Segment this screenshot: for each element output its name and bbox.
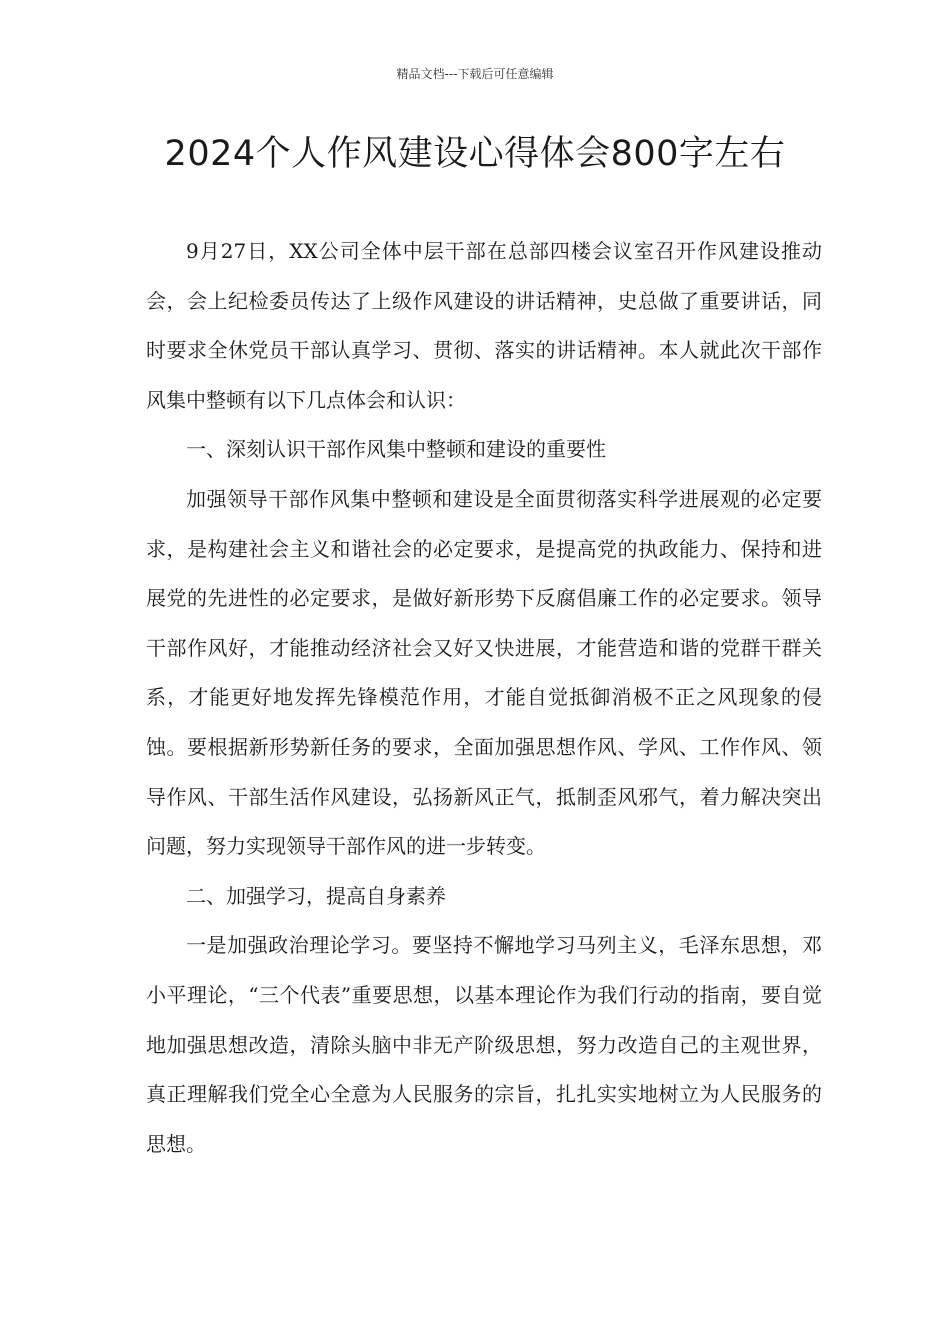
page-header-note: 精品文档---下载后可任意编辑 bbox=[396, 67, 554, 81]
document-title: 2024个人作风建设心得体会800字左右 bbox=[164, 134, 786, 174]
document-body bbox=[146, 227, 822, 1169]
paragraph-section-2: 一是加强政治理论学习。要坚持不懈地学习马列主义，毛泽东思想，邓小平理论，“三个代表”重要思想，以基本理论作为我们行动的指南，要自觉地加强思想改造，清除头脑中非无产阶级思想，努力改造自己的主观世界，真正理解我们党全心全意为人民服务的宗旨，扎扎实实地树立为人民服务的思想。 bbox=[146, 933, 822, 1156]
section-heading-2: 二、加强学习，提高自身素养 bbox=[186, 883, 446, 908]
section-heading-1: 一、深刻认识干部作风集中整顿和建设的重要性 bbox=[186, 437, 606, 462]
paragraph-section-1: 加强领导干部作风集中整顿和建设是全面贯彻落实科学进展观的必定要求，是构建社会主义和谐社会的必定要求，是提高党的执政能力、保持和进展党的先进性的必定要求，是做好新形势下反腐倡廉工作的必定要求。领导干部作风好，才能推动经济社会又好又快进展，才能营造和谐的党群干群关系，才能更好地发挥先锋模范作用，才能自觉抵御消极不正之风现象的侵蚀。要根据新形势新任务的要求，全面加强思想作风、学风、工作作风、领导作风、干部生活作风建设，弘扬新风正气，抵制歪风邪气，着力解决突出问题，努力实现领导干部作风的进一步转变。 bbox=[146, 486, 822, 859]
paragraph-intro: 9月27日，XX公司全体中层干部在总部四楼会议室召开作风建设推动会，会上纪检委员传达了上级作风建设的讲话精神，史总做了重要讲话，同时要求全休党员干部认真学习、贯彻、落实的讲话精神。本人就此次干部作风集中整顿有以下几点体会和认识： bbox=[146, 239, 822, 412]
